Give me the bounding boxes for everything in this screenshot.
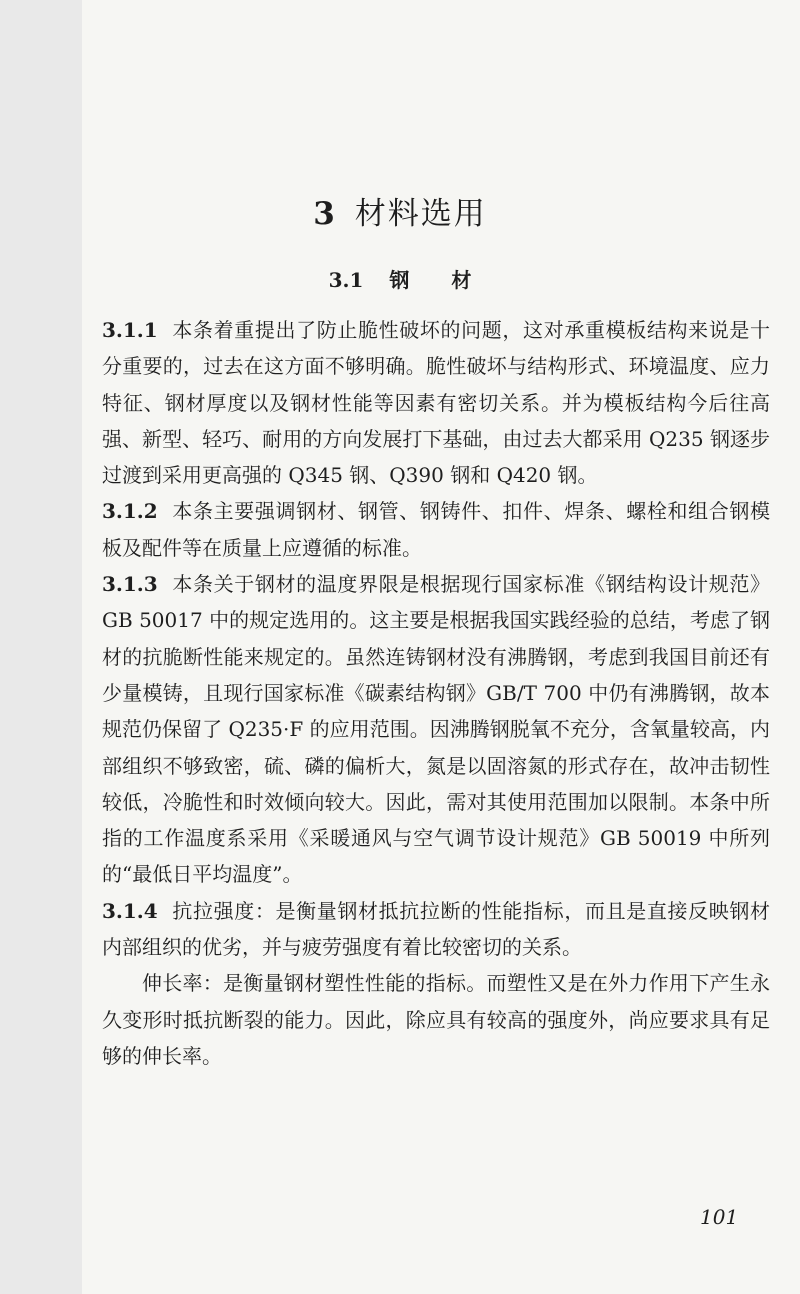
chapter-number: 3: [313, 196, 337, 232]
section-title-char-2: 材: [451, 268, 472, 292]
clause-3-1-1: [102, 312, 770, 493]
clause-number: 3.1.4: [102, 898, 158, 923]
clause-text: 本条关于钢材的温度界限是根据现行国家标准《钢结构设计规范》GB 50017 中的规定选用的。这主要是根据我国实践经验的总结，考虑了钢材的抗脆断性能来规定的。虽然连铸钢材没有沸腾钢，考虑到我国目前还有少量模铸，且现行国家标准《碳素结构钢》GB/T 700 中仍有沸腾钢，故本规范仍保留了 Q235·F 的应用范围。因沸腾钢脱氧不充分，含氧量较高，内部组织不够致密，硫、磷的偏析大，氮是以固溶氮的形式存在，故冲击韧性较低，冷脆性和时效倾向较大。因此，需对其使用范围加以限制。本条中所指的工作温度系采用《采暖通风与空气调节设计规范》GB 50019 中所列的“最低日平均温度”。: [102, 572, 770, 887]
body-text: [102, 312, 770, 1074]
section-number: 3.1: [328, 268, 364, 292]
chapter-title: [0, 188, 800, 233]
clause-number: 3.1.1: [102, 318, 158, 342]
clause-3-1-2: [102, 493, 770, 566]
chapter-title-text: 材料选用: [354, 196, 487, 232]
elongation-paragraph: 伸长率：是衡量钢材塑性性能的指标。而塑性又是在外力作用下产生永久变形时抵抗断裂的能力。因此，除应具有较高的强度外，尚应要求具有足够的伸长率。: [102, 971, 770, 1068]
clause-text: 抗拉强度：是衡量钢材抵抗拉断的性能指标，而且是直接反映钢材内部组织的优劣，并与疲劳强度有着比较密切的关系。: [102, 898, 770, 960]
clause-text: 本条着重提出了防止脆性破坏的问题，这对承重模板结构来说是十分重要的，过去在这方面不够明确。脆性破坏与结构形式、环境温度、应力特征、钢材厚度以及钢材性能等因素有密切关系。并为模板结构今后往高强、新型、轻巧、耐用的方向发展打下基础，由过去大都采用 Q235 钢逐步过渡到采用更高强的 Q345 钢、Q390 钢和 Q420 钢。: [102, 318, 770, 488]
clause-3-1-3: [102, 566, 770, 893]
section-title-char-1: 钢: [389, 268, 410, 292]
clause-3-1-4: [102, 893, 770, 966]
clause-number: 3.1.3: [102, 572, 158, 597]
section-title: [0, 264, 800, 293]
page-number: 101: [700, 1205, 739, 1229]
clause-text: 本条主要强调钢材、钢管、钢铸件、扣件、焊条、螺栓和组合钢模板及配件等在质量上应遵循的标准。: [102, 499, 770, 560]
clause-number: 3.1.2: [102, 499, 158, 524]
